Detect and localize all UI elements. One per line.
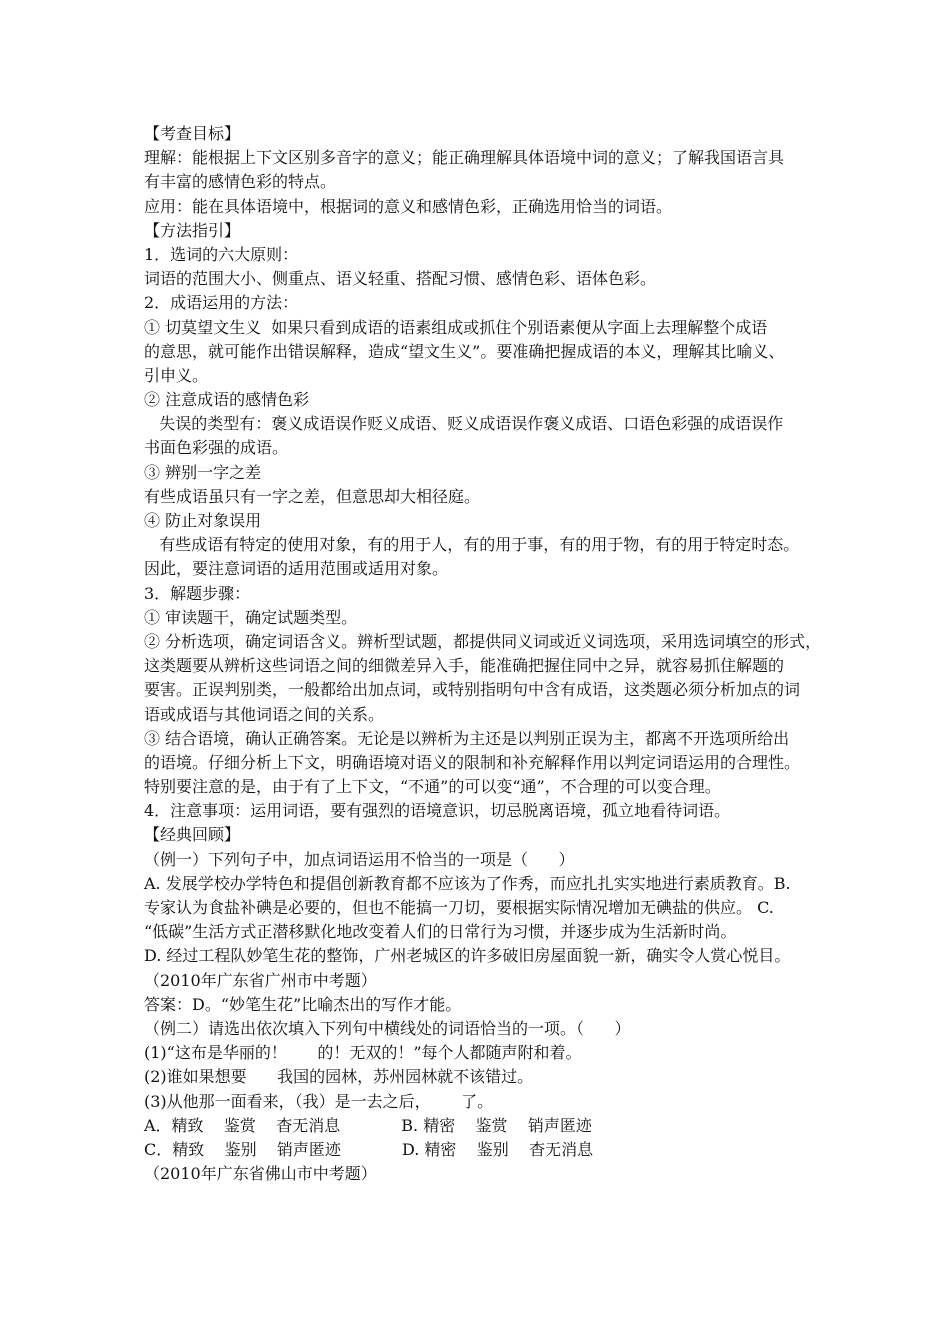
- text-line: ③ 辨别一字之差: [144, 462, 262, 482]
- text-line: 2．成语运用的方法：: [144, 293, 299, 313]
- text-line: C．精致 鉴别 销声匿迹 D. 精密 鉴别 杳无消息: [144, 1139, 594, 1159]
- text-line: 语或成语与其他词语之间的关系。: [144, 704, 385, 724]
- text-line: ③ 结合语境，确认正确答案。无论是以辨析为主还是以判别正误为主，都离不开选项所给出: [144, 728, 790, 748]
- text-line: 有些成语有特定的使用对象，有的用于人，有的用于事，有的用于物，有的用于特定时态。: [144, 535, 800, 555]
- text-line: 4．注意事项：运用词语，要有强烈的语境意识，切忌脱离语境，孤立地看待词语。: [144, 801, 731, 821]
- text-line: “低碳”生活方式正潜移默化地改变着人们的日常行为习惯，并逐步成为生活新时尚。: [144, 922, 737, 942]
- text-line: (3)从他那一面看来，（我）是一去之后， 了。: [144, 1091, 494, 1111]
- text-line: 有些成语虽只有一字之差，但意思却大相径庭。: [144, 486, 481, 506]
- text-line: 引申义。: [144, 365, 209, 385]
- text-line: 理解：能根据上下文区别多音字的意义；能正确理解具体语境中词的意义；了解我国语言具: [144, 148, 785, 168]
- text-line: 特别要注意的是，由于有了上下文，“不通”的可以变“通”，不合理的可以变合理。: [144, 777, 721, 797]
- text-line: 专家认为食盐补碘是必要的，但也不能搞一刀切，要根据实际情况增加无碘盐的供应。 C.: [144, 898, 774, 917]
- section-heading-classic-review: 【经典回顾】: [144, 825, 241, 845]
- text-line: A．精致 鉴赏 杳无消息 B. 精密 鉴赏 销声匿迹: [144, 1115, 592, 1135]
- document-page: [144, 122, 822, 1186]
- text-line: 3．解题步骤：: [144, 583, 251, 603]
- text-line: D. 经过工程队妙笔生花的整饰，广州老城区的许多破旧房屋面貌一新，确实令人赏心悦目。: [144, 946, 791, 966]
- text-line: 1．选词的六大原则：: [144, 244, 299, 264]
- text-line: 应用：能在具体语境中，根据词的意义和感情色彩，正确选用恰当的词语。: [144, 196, 673, 216]
- text-line: （2010年广东省佛山市中考题）: [144, 1164, 377, 1184]
- text-line: ② 注意成语的感情色彩: [144, 390, 310, 410]
- section-heading-exam-goals: 【考查目标】: [144, 124, 241, 143]
- text-line: 答案：D。“妙笔生花”比喻杰出的写作才能。: [144, 994, 462, 1014]
- text-line: 词语的范围大小、侧重点、语义轻重、搭配习惯、感情色彩、语体色彩。: [144, 269, 657, 289]
- text-line: 的语境。仔细分析上下文，明确语境对语义的限制和补充解释作用以判定词语运用的合理性。: [144, 752, 801, 772]
- text-line: （2010年广东省广州市中考题）: [144, 970, 377, 990]
- text-line: A. 发展学校办学特色和提倡创新教育都不应该为了作秀，而应扎扎实实地进行素质教育。B.: [144, 873, 791, 893]
- text-line: 这类题要从辨析这些词语之间的细微差异入手，能准确把握住同中之异，就容易抓住解题的: [144, 656, 785, 676]
- text-line: ① 切莫望文生义 如果只看到成语的语素组成或抓住个别语素便从字面上去理解整个成语: [144, 317, 768, 337]
- text-line: 的意思，就可能作出错误解释，造成“望文生义”。要准确把握成语的本义，理解其比喻义、: [144, 341, 785, 361]
- text-line: (1)“这布是华丽的！ 的！无双的！”每个人都随声附和着。: [144, 1043, 582, 1063]
- text-line: ① 审读题干，确定试题类型。: [144, 607, 358, 627]
- text-line: (2)谁如果想要 我国的园林，苏州园林就不该错过。: [144, 1067, 534, 1087]
- text-line: 要害。正误判别类，一般都给出加点词，或特别指明句中含有成语，这类题必须分析加点的词: [144, 680, 801, 700]
- text-line: 因此，要注意词语的适用范围或适用对象。: [144, 559, 449, 579]
- text-line: （例一）下列句子中，加点词语运用不恰当的一项是（ ）: [144, 849, 575, 869]
- text-line: ④ 防止对象误用: [144, 511, 262, 530]
- text-line: 书面色彩强的成语。: [144, 438, 289, 458]
- text-line: 有丰富的感情色彩的特点。: [144, 172, 337, 192]
- text-line: 失误的类型有：褒义成语误作贬义成语、贬义成语误作褒义成语、口语色彩强的成语误作: [144, 414, 784, 434]
- text-line: ② 分析选项，确定词语含义。辨析型试题，都提供同义词或近义词选项，采用选词填空的形式，: [144, 631, 822, 651]
- text-line: （例二）请选出依次填入下列句中横线处的词语恰当的一项。（ ）: [144, 1018, 631, 1038]
- section-heading-method-guide: 【方法指引】: [144, 220, 241, 240]
